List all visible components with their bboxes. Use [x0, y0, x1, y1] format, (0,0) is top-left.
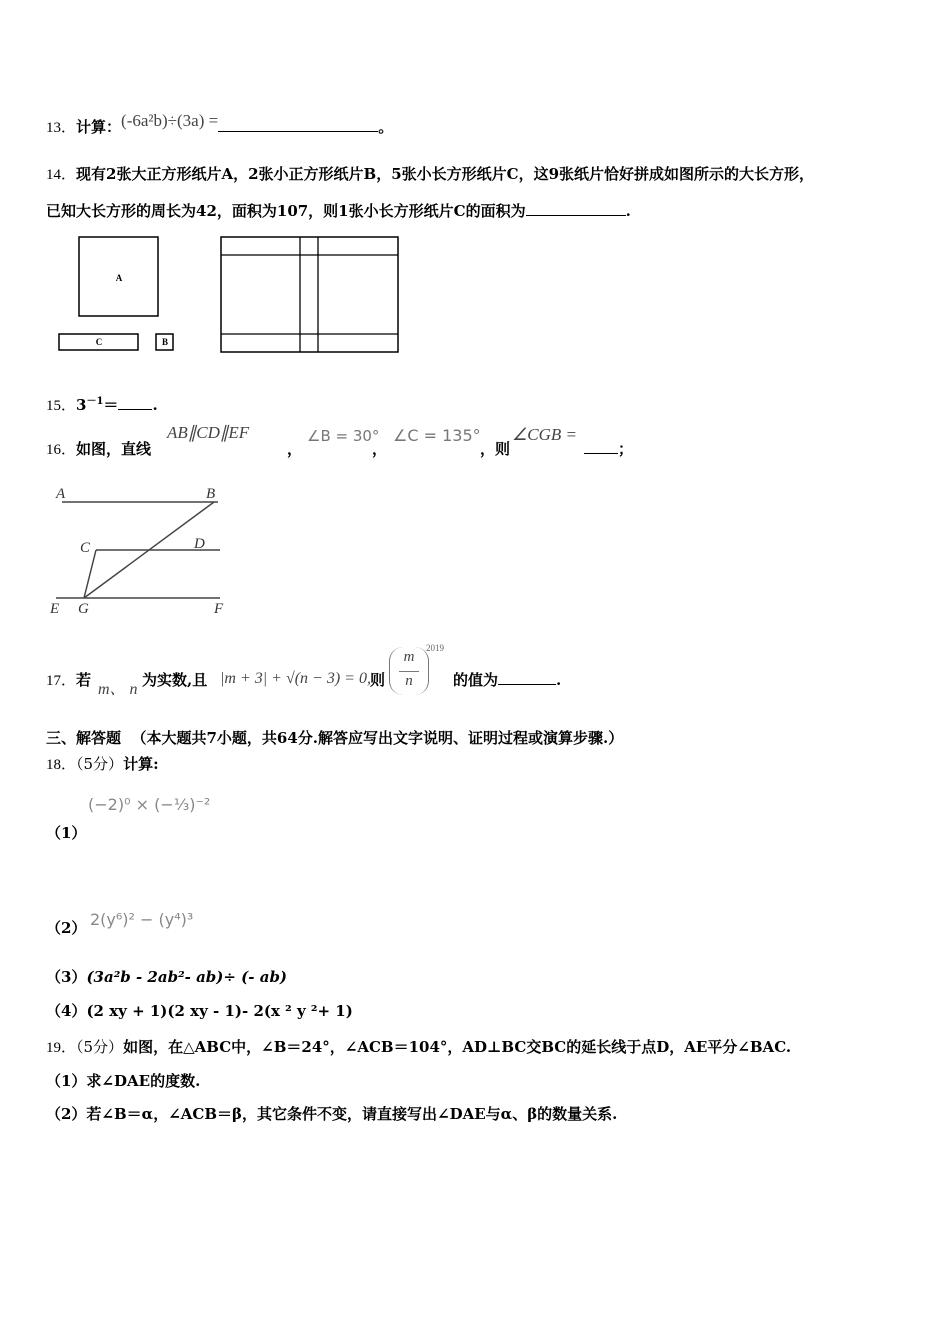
assembled-rectangle: [221, 237, 398, 352]
q15-end: .: [152, 396, 158, 414]
q17-expression: |m + 3| + √(n − 3) = 0,: [220, 670, 371, 687]
q16-comma2: ，: [372, 440, 388, 458]
q17-vars: m、 n: [98, 681, 138, 698]
q13-answer-blank[interactable]: [218, 131, 378, 132]
q16-answer: [584, 438, 633, 459]
label-a: A: [115, 273, 123, 283]
q14-answer-blank[interactable]: [526, 215, 626, 216]
q18-p3-label: （3）: [46, 968, 87, 986]
q15-exponent: －1: [86, 396, 104, 407]
q14-number: 14．: [46, 167, 77, 183]
q18-p1-label: （1）: [46, 824, 87, 842]
q17-text2: 的值为: [453, 671, 499, 689]
point-e-label: E: [50, 601, 60, 617]
q17-period: .: [556, 671, 562, 689]
q16-parallel-expr: AB∥CD∥EF: [167, 423, 250, 442]
q13-expression: (-6a²b)÷(3a) =: [121, 111, 219, 130]
q19-part2: （2）若∠B＝α，∠ACB＝β，其它条件不变，请直接写出∠DAE与α、β的数量关系.: [46, 1105, 618, 1123]
q18-p3: [46, 966, 287, 987]
q17-ze: 则: [370, 671, 386, 689]
q16-figure: [48, 480, 238, 620]
q18-p4-label: （4）: [46, 1002, 87, 1020]
q16-angle-b: ∠B = 30°: [307, 427, 380, 445]
q18-p1-expression: (−2)⁰ × (−⅓)⁻²: [88, 795, 211, 814]
q15-equals: ＝: [103, 396, 119, 414]
q16-number: 16．: [46, 442, 77, 458]
q16: [46, 438, 151, 459]
q17-text1: 为实数,且: [142, 671, 208, 689]
section3-heading: [46, 727, 623, 748]
q17-ruo: 若: [76, 671, 92, 689]
q18-p4-expression: (2 xy + 1)(2 xy - 1)- 2(x ² y ²+ 1): [86, 1002, 353, 1020]
q19-number: 19．: [46, 1040, 77, 1056]
point-c-label: C: [80, 540, 91, 556]
q13-suffix: 。: [378, 118, 394, 136]
q19-stem-text: 如图，在△ABC中，∠B＝24°，∠ACB＝104°，AD⊥BC交BC的延长线于点D，AE平分∠BAC.: [123, 1038, 792, 1056]
q14-line1: [46, 163, 814, 184]
q16-comma1: ，: [287, 440, 303, 458]
point-f-label: F: [214, 601, 224, 617]
q19-score: （5分）: [76, 1038, 124, 1056]
q16-answer-blank[interactable]: [584, 453, 618, 454]
q16-text: 如图，直线: [76, 440, 152, 458]
q17-frac-bar: [399, 671, 419, 672]
q17-number: 17．: [46, 673, 77, 689]
q14-line2: [46, 200, 631, 221]
q18-prompt: 计算:: [123, 755, 159, 773]
q16-angle-c: ∠C = 135°: [393, 426, 481, 445]
q13: [46, 111, 394, 137]
q17-frac-numerator: m: [403, 649, 415, 665]
q19-stem: [46, 1036, 791, 1057]
q15: [46, 392, 158, 415]
section3-desc: （本大题共7小题，共64分.解答应写出文字说明、证明过程或演算步骤.）: [131, 729, 624, 747]
q19-part1: （1）求∠DAE的度数.: [46, 1072, 201, 1090]
q15-answer-blank[interactable]: [118, 409, 152, 410]
q14-text-line2: 已知大长方形的周长为42，面积为107，则1张小长方形纸片C的面积为: [46, 202, 526, 220]
q14-figure: [55, 232, 405, 357]
q17-start: [46, 669, 91, 690]
label-c: C: [95, 337, 103, 347]
q17-answer-blank[interactable]: [498, 684, 556, 685]
q13-prefix: 计算：: [76, 118, 122, 136]
q18-p2-label: （2）: [46, 919, 87, 937]
q13-number: 13．: [46, 120, 77, 136]
q18-p4: [46, 1000, 353, 1021]
q14-text-line1: 现有2张大正方形纸片A，2张小正方形纸片B，5张小长方形纸片C，这9张纸片恰好拼成如图所示的大长方形，: [76, 165, 815, 183]
section3-title: 三、解答题: [46, 729, 122, 747]
q18-heading: [46, 753, 159, 774]
q18-score: （5分）: [76, 755, 124, 773]
point-d-label: D: [194, 536, 205, 552]
q16-angle-cgb: ∠CGB =: [512, 425, 577, 444]
label-b: B: [161, 337, 169, 347]
q18-number: 18．: [46, 757, 77, 773]
q17-fraction: [389, 647, 429, 695]
q14-end: .: [625, 202, 631, 220]
point-b-label: B: [206, 486, 216, 502]
q15-number: 15．: [46, 398, 77, 414]
q15-base: 3: [76, 396, 87, 414]
q16-then: ，则: [480, 440, 511, 458]
point-g-label: G: [78, 601, 89, 617]
q17-frac-denominator: n: [405, 673, 413, 689]
q17-power: 2019: [426, 643, 444, 653]
point-a-label: A: [56, 486, 66, 502]
q17-end: [453, 669, 561, 690]
q18-p3-expression: (3a²b - 2ab²- ab)÷ (- ab): [86, 968, 288, 986]
q16-end: ；: [618, 440, 634, 458]
q18-p2-expression: 2(y⁶)² − (y⁴)³: [90, 910, 194, 929]
